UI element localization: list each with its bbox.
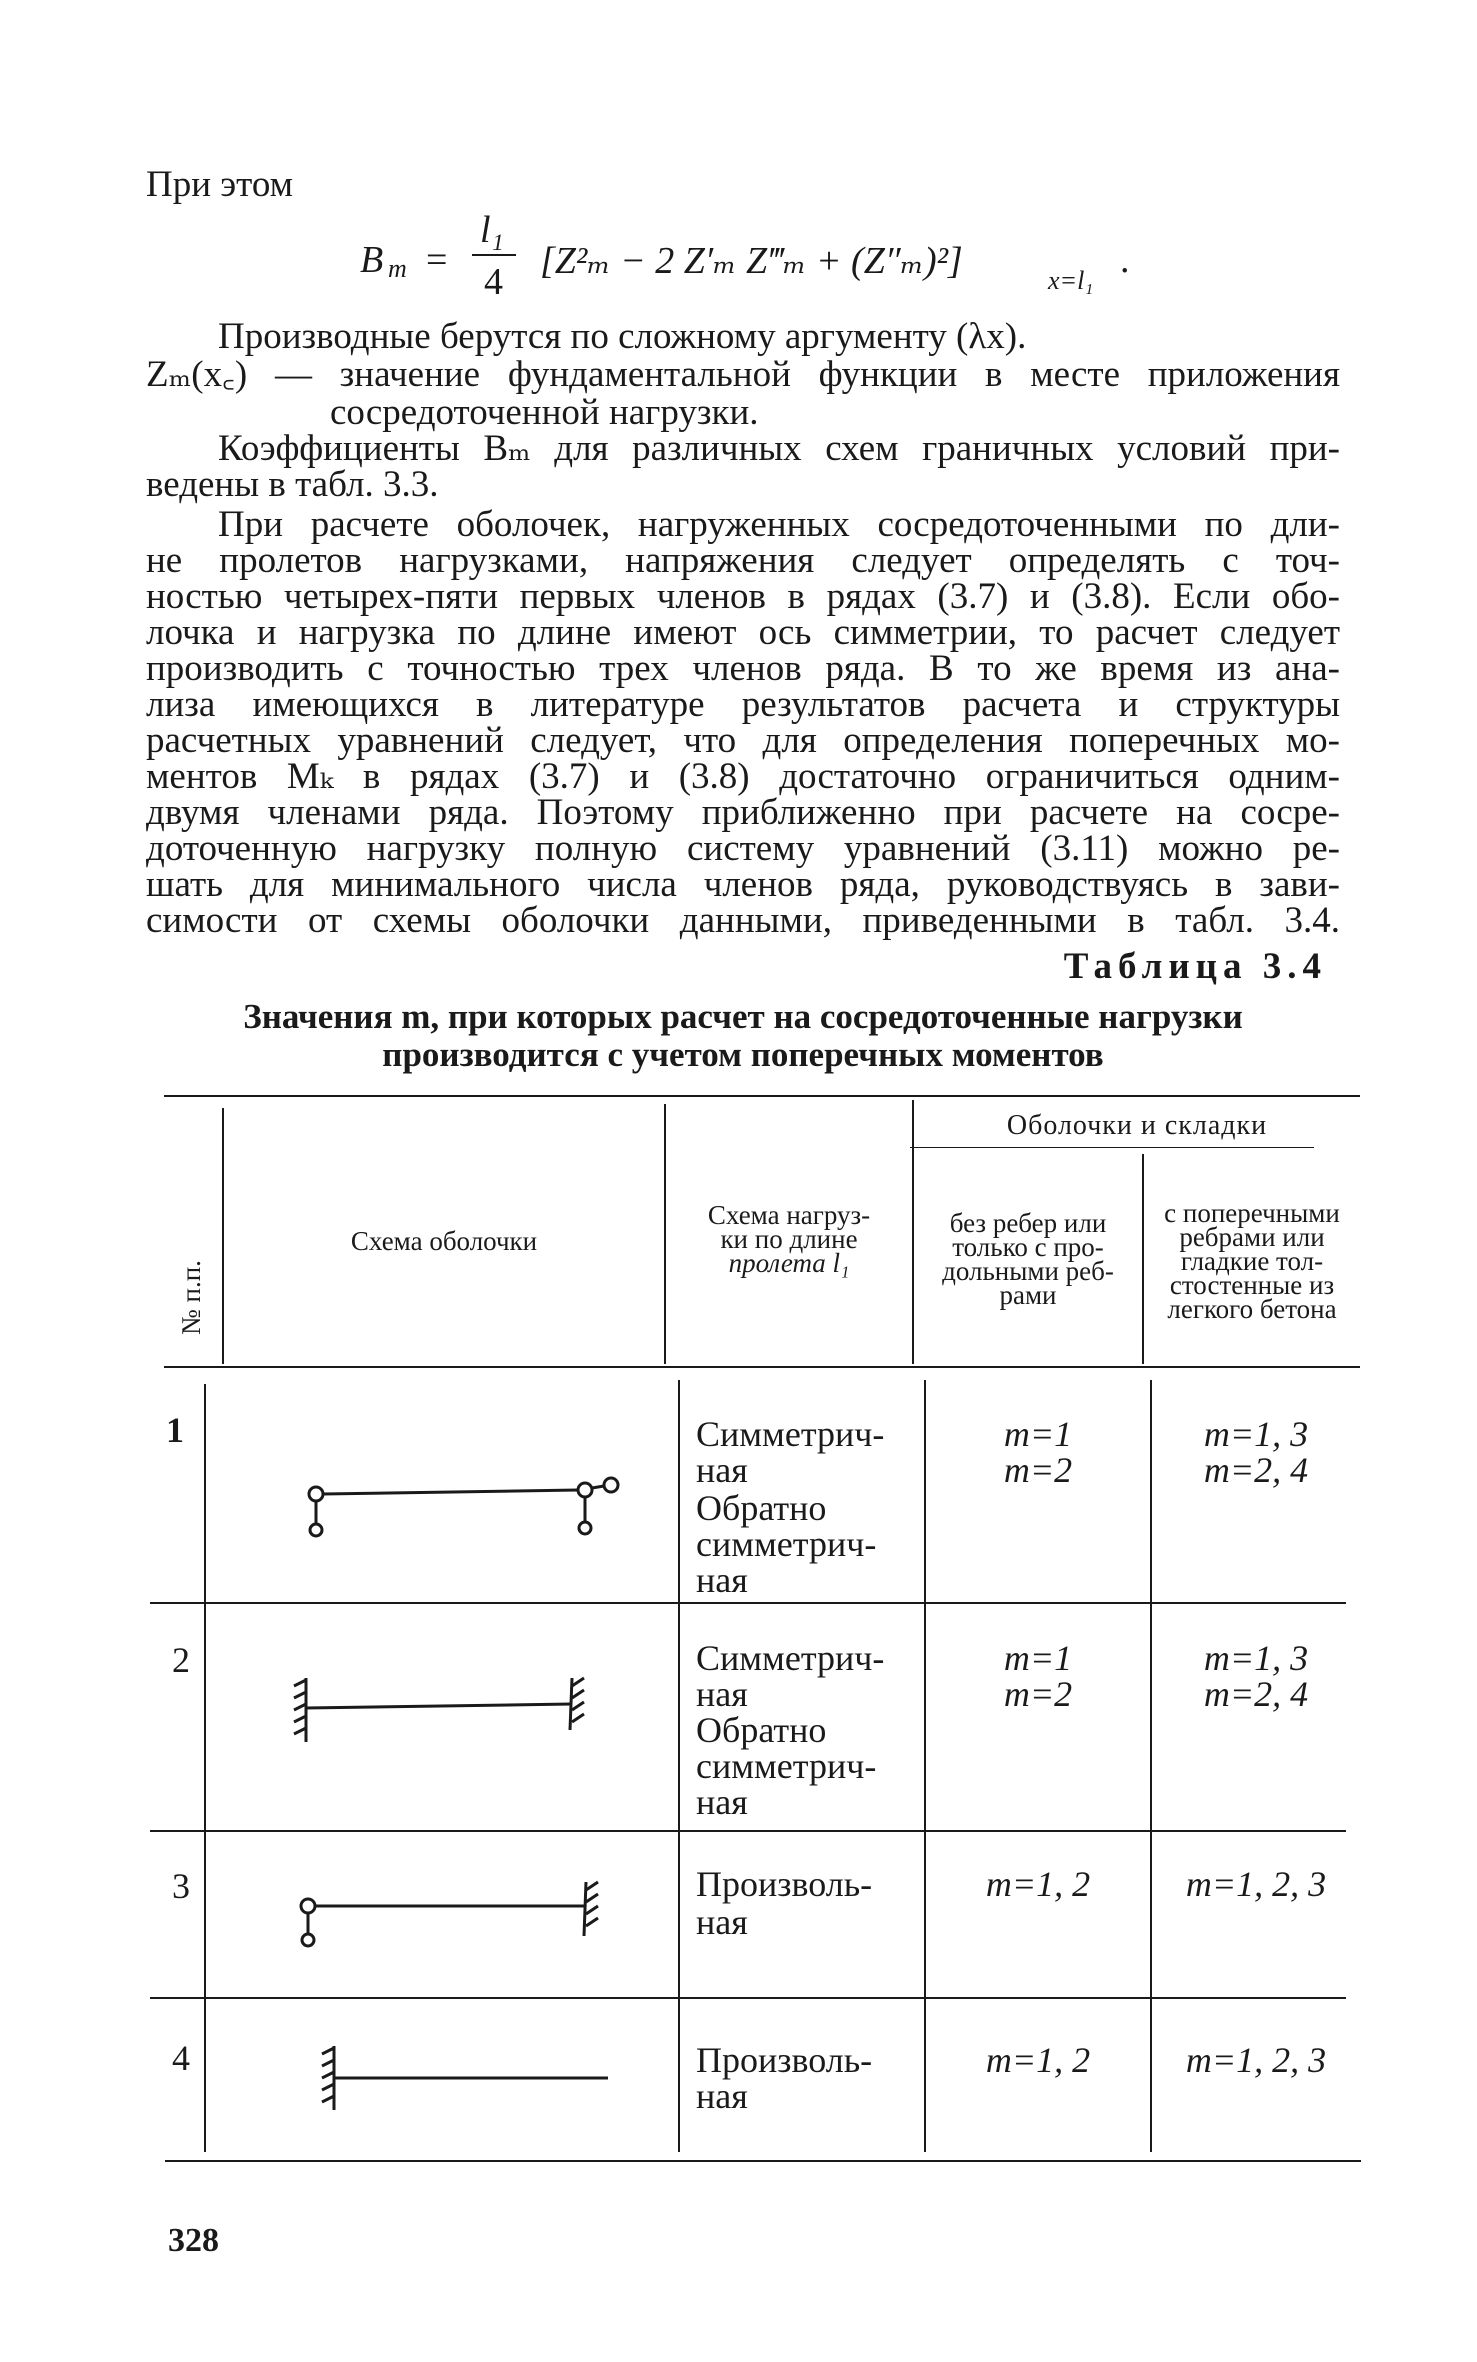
row-number: 1 bbox=[166, 1410, 184, 1450]
scheme-hinged-fixed-icon bbox=[296, 1876, 616, 1956]
table-caption-line: Значения m, при которых расчет на сосредоточенные нагрузки bbox=[243, 997, 1243, 1036]
load-line: Симметрич- bbox=[696, 1414, 885, 1454]
value-b: m=2, 4 bbox=[1203, 1674, 1309, 1714]
header-b-line: стостенные из bbox=[1169, 1270, 1335, 1300]
para2-line: симости от схемы оболочки данными, приведенными в табл. 3.4. bbox=[146, 900, 1340, 941]
header-load-line: пролета l₁ bbox=[728, 1248, 850, 1278]
row-divider bbox=[150, 1997, 1346, 1999]
formula-frac-den: 4 bbox=[484, 261, 503, 303]
load-line: ная bbox=[696, 1450, 748, 1490]
load-line: ная bbox=[696, 1560, 748, 1600]
header-b-line: с поперечными bbox=[1164, 1198, 1340, 1228]
para2-line: ментов Mₖ в рядах (3.7) и (3.8) достаточно ограничиться одним- bbox=[146, 756, 1340, 797]
load-line: симметрич- bbox=[696, 1746, 877, 1786]
table-bottom-rule bbox=[165, 2160, 1361, 2162]
header-b-line: ребрами или bbox=[1179, 1222, 1325, 1252]
scheme-fixed-both-ends-icon bbox=[280, 1672, 620, 1752]
formula-eq: = bbox=[426, 239, 448, 281]
formula-bracket: [Z²ₘ − 2 Z′ₘ Z‴ₘ + (Z″ₘ)²] bbox=[540, 240, 963, 282]
group-rule bbox=[910, 1147, 1314, 1148]
para2-line: лочка и нагрузка по длине имеют ось симметрии, то расчет следует bbox=[146, 612, 1340, 653]
header-scheme: Схема оболочки bbox=[350, 1226, 538, 1256]
header-num: № п.п. bbox=[176, 1260, 206, 1335]
definition-zm-line2: сосредоточенной нагрузки. bbox=[330, 392, 759, 433]
value-b: m=1, 3 bbox=[1203, 1414, 1309, 1454]
load-line: симметрич- bbox=[696, 1524, 877, 1564]
value-a: m=1 bbox=[1003, 1414, 1073, 1454]
value-a: m=1, 2 bbox=[985, 2040, 1091, 2080]
load-line: ная bbox=[696, 2076, 748, 2116]
col-divider bbox=[204, 1384, 206, 2152]
col-divider bbox=[678, 1380, 680, 2152]
para2-line: доточенную нагрузку полную систему уравнений (3.11) можно ре- bbox=[146, 828, 1340, 869]
formula-sub: x=l₁ bbox=[1048, 266, 1094, 295]
formula-lhs-sub: m bbox=[388, 254, 407, 283]
load-line: Произволь- bbox=[696, 1864, 873, 1904]
para2-line: производить с точностью трех членов ряда. В то же время из ана- bbox=[146, 648, 1340, 689]
scheme-cantilever-icon bbox=[310, 2040, 620, 2120]
value-b: m=1, 2, 3 bbox=[1185, 2040, 1327, 2080]
load-line: Симметрич- bbox=[696, 1638, 885, 1678]
value-a: m=1 bbox=[1003, 1638, 1073, 1678]
para2-line: При расчете оболочек, нагруженных сосредоточенными по дли- bbox=[218, 504, 1340, 545]
header-a-line: рами bbox=[999, 1280, 1057, 1310]
definition-derivatives: Производные берутся по сложному аргументу (λx). bbox=[218, 316, 1027, 357]
para2-line: расчетных уравнений следует, что для определения поперечных мо- bbox=[146, 720, 1340, 761]
row-divider bbox=[150, 1602, 1346, 1604]
page-number: 328 bbox=[168, 2222, 219, 2259]
para2-line: ностью четырех-пяти первых членов в рядах (3.7) и (3.8). Если обо- bbox=[146, 576, 1340, 617]
value-a: m=2 bbox=[1003, 1674, 1073, 1714]
para2-line: лиза имеющихся в литературе результатов расчета и структуры bbox=[146, 684, 1340, 725]
intro-text: При этом bbox=[146, 164, 294, 205]
para2-line: не пролетов нагрузками, напряжения следует определять с точ- bbox=[146, 540, 1340, 581]
value-b: m=1, 2, 3 bbox=[1185, 1864, 1327, 1904]
header-load-line: Схема нагруз- bbox=[707, 1200, 871, 1230]
formula-frac-num: l₁ bbox=[480, 209, 504, 251]
para1-line: ведены в табл. 3.3. bbox=[146, 464, 439, 505]
value-a: m=1, 2 bbox=[985, 1864, 1091, 1904]
header-group: Оболочки и складки bbox=[1006, 1110, 1268, 1141]
row-number: 4 bbox=[172, 2038, 190, 2078]
col-divider bbox=[1150, 1380, 1152, 2152]
value-a: m=2 bbox=[1003, 1450, 1073, 1490]
row-number: 3 bbox=[172, 1866, 190, 1906]
formula-end: . bbox=[1120, 239, 1130, 281]
header-bottom-rule bbox=[164, 1366, 1360, 1368]
header-a-line: дольными реб- bbox=[942, 1256, 1114, 1286]
col-divider bbox=[664, 1104, 666, 1364]
header-a-line: только с про- bbox=[952, 1232, 1104, 1262]
header-load-line: ки по длине bbox=[720, 1224, 858, 1254]
load-line: ная bbox=[696, 1902, 748, 1942]
load-line: Обратно bbox=[696, 1710, 827, 1750]
para1-line: Коэффициенты Bₘ для различных схем граничных условий при- bbox=[218, 428, 1340, 469]
value-b: m=2, 4 bbox=[1203, 1450, 1309, 1490]
col-divider bbox=[924, 1380, 926, 2152]
load-line: Произволь- bbox=[696, 2040, 873, 2080]
header-b-line: гладкие тол- bbox=[1180, 1246, 1324, 1276]
fraction-bar bbox=[472, 254, 516, 256]
row-divider bbox=[150, 1830, 1346, 1832]
formula bbox=[360, 208, 1160, 308]
table-top-rule bbox=[164, 1095, 1360, 1097]
para2-line: шать для минимального числа членов ряда, руководствуясь в зави- bbox=[146, 864, 1340, 905]
row-number: 2 bbox=[172, 1640, 190, 1680]
load-line: Обратно bbox=[696, 1488, 827, 1528]
para2-line: двумя членами ряда. Поэтому приближенно при расчете на сосре- bbox=[146, 792, 1340, 833]
value-b: m=1, 3 bbox=[1203, 1638, 1309, 1678]
header-a-line: без ребер или bbox=[949, 1208, 1107, 1238]
col-divider bbox=[222, 1108, 224, 1364]
scheme-hinged-both-ends-icon bbox=[300, 1466, 630, 1546]
load-line: ная bbox=[696, 1674, 748, 1714]
load-line: ная bbox=[696, 1782, 748, 1822]
header-b-line: легкого бетона bbox=[1167, 1294, 1337, 1324]
formula-lhs: B bbox=[360, 239, 384, 281]
table-label: Таблица 3.4 bbox=[1063, 946, 1327, 987]
definition-zm-line1: Zₘ(x꜀) — значение фундаментальной функции в месте приложения bbox=[146, 354, 1340, 395]
table-caption-line: производится с учетом поперечных моментов bbox=[382, 1035, 1104, 1074]
